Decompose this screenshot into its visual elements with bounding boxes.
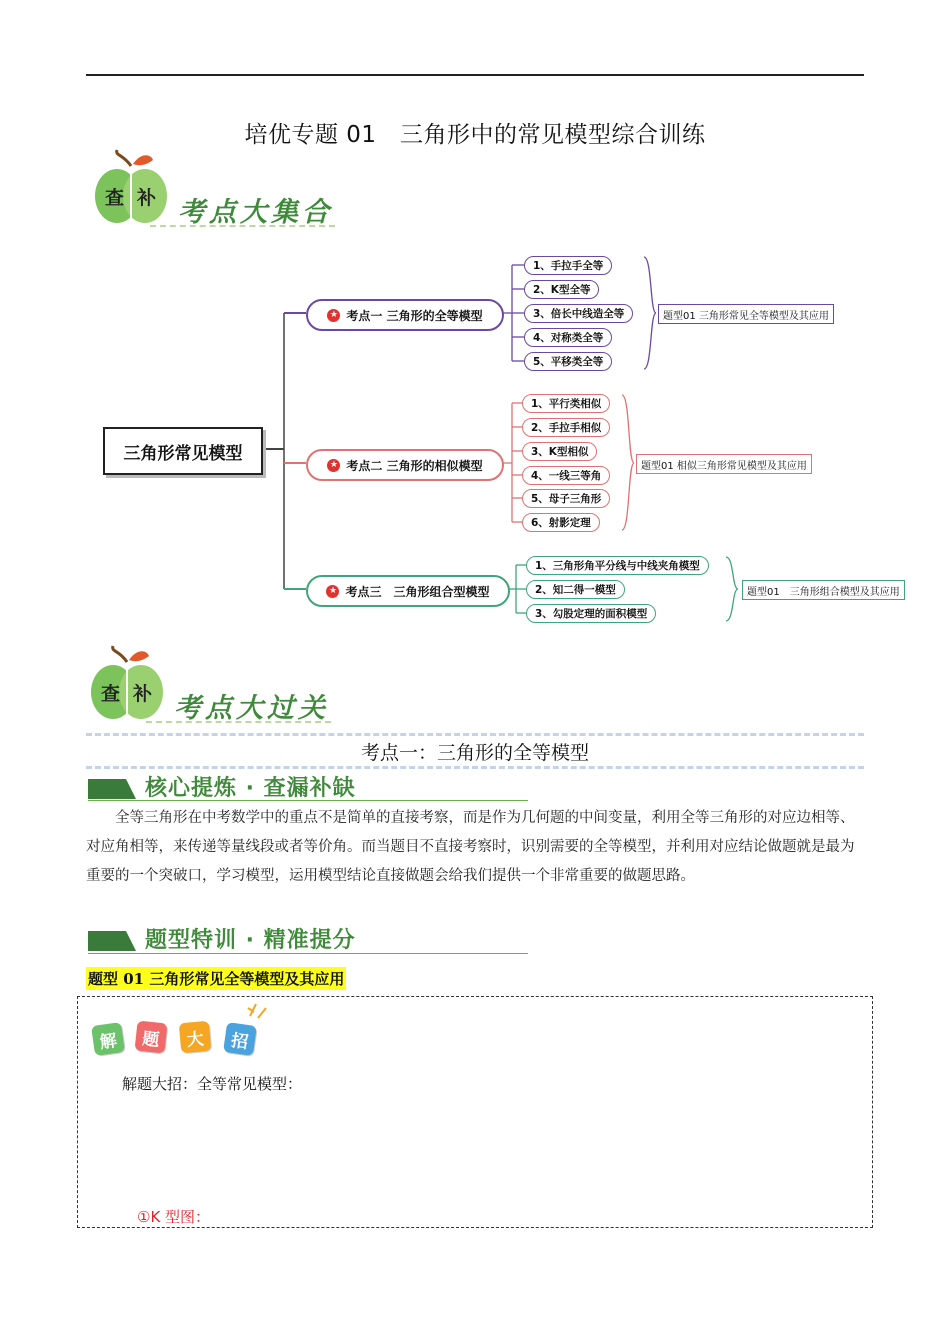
mindmap-leaf: 1、三角形角平分线与中线夹角模型 [526,556,709,575]
badge-right-char: 补 [137,187,157,209]
branch-label: 考点三 三角形组合型模型 [345,584,490,599]
star-icon: ★ [327,459,340,472]
mindmap-branch-2 [306,449,504,481]
mindmap-leaf: 2、知二得一模型 [526,580,625,599]
badge-right-char: 补 [133,683,153,705]
tips-line-1: 解题大招：全等常见模型： [122,1075,303,1093]
tile-char: 题 [141,1028,161,1051]
mindmap-leaf: 6、射影定理 [522,513,600,532]
mindmap-branch-1 [306,299,504,331]
header-underline [88,800,528,801]
mindmap-summary: 题型01 相似三角形常见模型及其应用 [636,454,812,474]
question-type-label: 题型 01 三角形常见全等模型及其应用 [86,967,346,990]
banner-title: 考点大过关 [174,693,329,724]
mindmap-summary: 题型01 三角形常见全等模型及其应用 [658,304,834,324]
practice-header: 题型特训 · 精准提分 [145,928,356,953]
tile-char: 招 [229,1030,250,1053]
mindmap-leaf: 1、平行类相似 [522,394,610,413]
mindmap-root: 三角形常见模型 [103,427,263,475]
mindmap-leaf: 5、母子三角形 [522,489,610,508]
branch-label: 考点一 三角形的全等模型 [346,308,483,323]
badge-left-char: 查 [105,187,125,209]
core-header: 核心提炼 · 查漏补缺 [145,776,356,801]
banner-title: 考点大集合 [178,197,333,228]
tile-da [179,1021,212,1054]
tile-char: 大 [185,1028,205,1051]
document-title: 培优专题 01 三角形中的常见模型综合训练 [244,122,706,148]
header-flag-icon [88,779,138,799]
mindmap-leaf: 2、K型全等 [524,280,599,299]
mindmap-summary: 题型01 三角形组合模型及其应用 [742,580,905,600]
sparkle-icon [246,1000,270,1020]
mindmap-leaf: 5、平移类全等 [524,352,612,371]
branch-label: 考点二 三角形的相似模型 [346,458,483,473]
mindmap-leaf: 3、倍长中线造全等 [524,304,633,323]
mindmap-branch-3 [306,575,510,607]
mindmap-leaf: 2、手拉手相似 [522,418,610,437]
intro-paragraph: 全等三角形在中考数学中的重点不是简单的直接考察，而是作为几何题的中间变量，利用全等三角形的对应边相等、对应角相等，来传递等量线段或者等价角。而当题目不直接考察时，识别需要的全等模型，并利用对应结论做题就是最为重要的一个突破口，学习模型，运用模型结论直接做题会给我们提供一个非常重要的做题思路。 [86,810,855,884]
banner-underline [146,721,331,723]
tile-ti [135,1021,168,1054]
section-divider-bottom [86,766,864,769]
header-flag-icon [88,931,138,951]
section-title: 考点一：三角形的全等模型 [360,742,589,764]
header-underline [88,953,528,954]
tile-zhao [223,1022,257,1056]
mindmap-leaf: 4、对称类全等 [524,328,612,347]
tile-char: 解 [98,1030,119,1053]
mindmap-leaf: 4、一线三等角 [522,466,610,485]
star-icon: ★ [326,585,339,598]
star-icon: ★ [327,309,340,322]
mindmap-leaf: 1、手拉手全等 [524,256,612,275]
mindmap-leaf: 3、K型相似 [522,442,597,461]
section-divider-top [86,733,864,736]
mindmap-leaf: 3、勾股定理的面积模型 [526,604,656,623]
tips-line-2: ①K 型图： [137,1208,211,1226]
badge-left-char: 查 [101,683,121,705]
tile-jie [91,1022,125,1056]
